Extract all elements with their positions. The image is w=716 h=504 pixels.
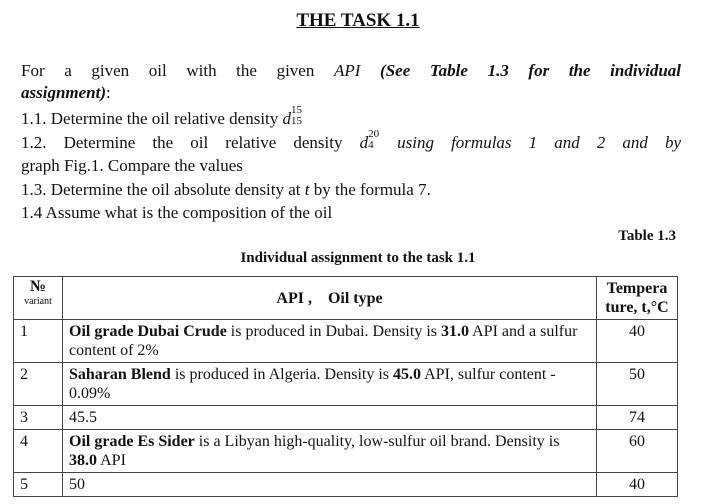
row-density: 38.0 bbox=[69, 452, 97, 469]
table-caption: Individual assignment to the task 1.1 bbox=[240, 250, 476, 266]
item-1-3-t: t bbox=[304, 180, 310, 199]
table-row bbox=[14, 430, 678, 473]
intro-api: API bbox=[333, 61, 361, 80]
row-oil-name: Oil grade Es Sider bbox=[69, 433, 195, 450]
table-row bbox=[14, 320, 678, 363]
table-row bbox=[14, 473, 678, 497]
item-1-3 bbox=[21, 179, 681, 201]
row-number: 3 bbox=[14, 406, 63, 430]
row-text-a: 50 bbox=[69, 476, 85, 493]
row-temperature: 74 bbox=[597, 406, 678, 430]
table-row bbox=[14, 363, 678, 406]
intro-text-c: assignment) bbox=[21, 83, 107, 102]
header-temperature-line-2: ture, t,°C bbox=[605, 299, 669, 316]
row-number: 5 bbox=[14, 473, 63, 497]
table-row bbox=[14, 406, 678, 430]
item-1-1-symbol: d bbox=[282, 109, 292, 128]
row-density: 45.0 bbox=[393, 366, 421, 383]
header-api-oil-type: API , Oil type bbox=[63, 277, 597, 320]
header-variant bbox=[14, 277, 63, 320]
item-1-2-sup: 20 bbox=[368, 128, 380, 140]
item-1-1-indices bbox=[291, 104, 303, 127]
row-temperature: 50 bbox=[597, 363, 678, 406]
row-text-b: API, sulfur content - 0.09% bbox=[69, 366, 556, 402]
task-title: THE TASK 1.1 bbox=[296, 10, 420, 31]
row-text-b: API bbox=[97, 452, 126, 469]
row-temperature: 40 bbox=[597, 473, 678, 497]
row-description bbox=[63, 473, 597, 497]
row-temperature: 40 bbox=[597, 320, 678, 363]
item-1-2-indices bbox=[368, 128, 380, 151]
header-temperature bbox=[597, 277, 678, 320]
item-1-2-rest: using formulas 1 and 2 and by bbox=[397, 133, 682, 152]
item-1-2-symbol: d bbox=[359, 133, 369, 152]
row-temperature: 60 bbox=[597, 430, 678, 473]
row-description bbox=[63, 363, 597, 406]
intro-text-a: For a given oil with the given bbox=[21, 61, 315, 80]
row-text-b: API and a sulfur content of 2% bbox=[69, 323, 578, 359]
intro-text-d: : bbox=[106, 83, 111, 102]
item-1-1 bbox=[21, 104, 681, 130]
table-label: Table 1.3 bbox=[618, 228, 676, 244]
item-1-3-text: 1.3. Determine the oil absolute density at bbox=[21, 180, 301, 199]
table-header-row bbox=[14, 277, 678, 320]
row-oil-name: Saharan Blend bbox=[69, 366, 171, 383]
item-1-1-sup: 15 bbox=[291, 104, 303, 116]
row-number: 2 bbox=[14, 363, 63, 406]
header-variant-label: variant bbox=[24, 296, 52, 307]
row-text-a: is produced in Algeria. Density is bbox=[170, 366, 393, 383]
intro-line-1 bbox=[21, 60, 681, 82]
row-description bbox=[63, 320, 597, 363]
item-1-4: 1.4 Assume what is the composition of the oil bbox=[21, 203, 333, 222]
row-number: 1 bbox=[14, 320, 63, 363]
row-text-a: is produced in Dubai. Density is bbox=[226, 323, 441, 340]
item-1-2-text: 1.2. Determine the oil relative density bbox=[21, 133, 343, 152]
item-1-2-sub: 4 bbox=[368, 139, 374, 151]
row-density: 31.0 bbox=[441, 323, 469, 340]
row-text-a: is a Libyan high-quality, low-sulfur oil brand. Density is bbox=[194, 433, 560, 450]
row-text-a: 45.5 bbox=[69, 409, 97, 426]
item-1-2-line-2: graph Fig.1. Compare the values bbox=[21, 156, 243, 175]
row-number: 4 bbox=[14, 430, 63, 473]
item-1-1-text: 1.1. Determine the oil relative density bbox=[21, 109, 279, 128]
item-1-3-rest: by the formula 7. bbox=[313, 180, 431, 199]
header-variant-symbol: № bbox=[29, 278, 47, 295]
item-1-2 bbox=[21, 128, 682, 154]
intro-text-b: (See Table 1.3 for the individual bbox=[380, 61, 682, 80]
assignment-table bbox=[13, 276, 678, 497]
intro-line-2 bbox=[21, 82, 681, 104]
header-temperature-line-1: Tempera bbox=[606, 280, 668, 297]
item-1-1-sub: 15 bbox=[291, 115, 303, 127]
row-description bbox=[63, 406, 597, 430]
row-oil-name: Oil grade Dubai Crude bbox=[69, 323, 227, 340]
row-description bbox=[63, 430, 597, 473]
